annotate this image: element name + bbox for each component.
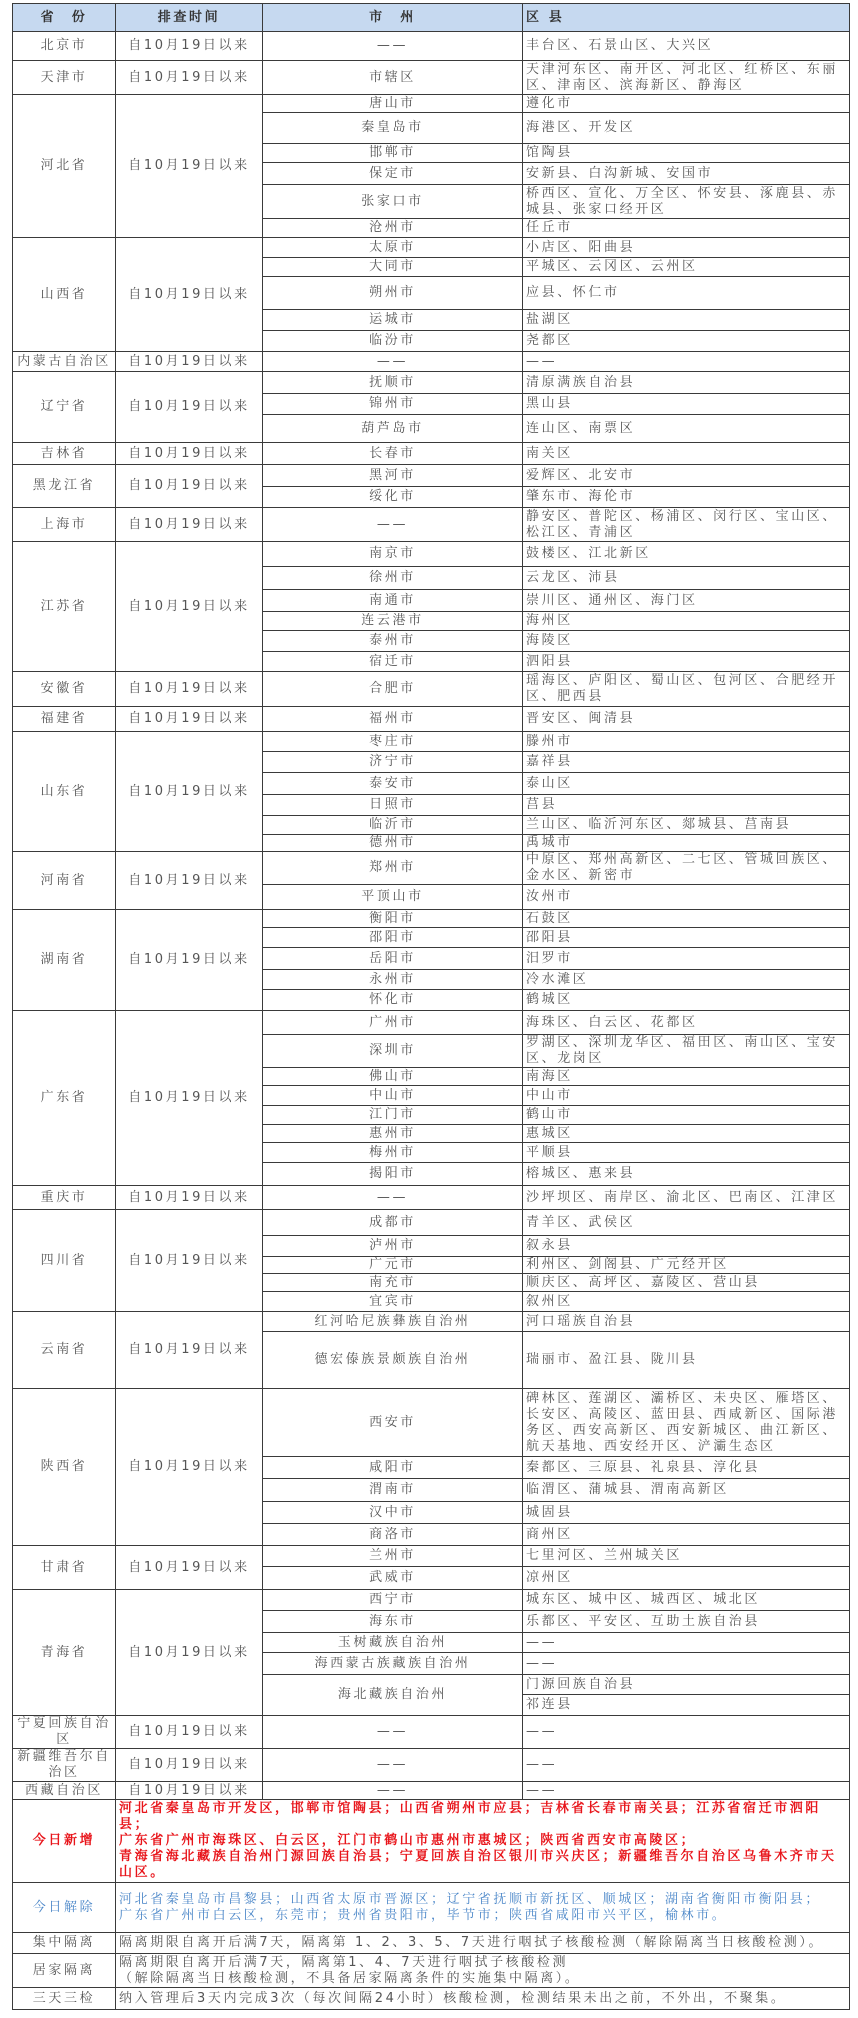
city-cell: 邯郸市 <box>263 144 523 163</box>
district-cell: 丰台区、石景山区、大兴区 <box>523 32 850 61</box>
note-row <box>13 1800 850 1883</box>
table-row <box>13 61 850 95</box>
note-label: 集中隔离 <box>13 1933 116 1954</box>
city-cell: 深圳市 <box>263 1035 523 1068</box>
city-cell: 咸阳市 <box>263 1457 523 1479</box>
district-cell: 邵阳县 <box>523 928 850 948</box>
city-cell: 西安市 <box>263 1389 523 1457</box>
note-line: 河北省秦皇岛市开发区，邯郸市馆陶县；山西省朔州市应县；吉林省长春市南关县；江苏省宿迁市泗阳县； <box>119 1801 822 1832</box>
city-cell: 太原市 <box>263 238 523 258</box>
city-cell: 梅州市 <box>263 1143 523 1163</box>
note-line: 纳入管理后3天内完成3次（每次间隔24小时）核酸检测，检测结果未出之前，不外出，不聚集。 <box>119 1990 787 2006</box>
district-cell: 中山市 <box>523 1086 850 1106</box>
city-cell: 济宁市 <box>263 752 523 773</box>
province-cell: 北京市 <box>13 32 116 61</box>
city-cell: —— <box>263 508 523 542</box>
district-cell: 冷水滩区 <box>523 970 850 990</box>
city-cell: 绥化市 <box>263 487 523 508</box>
note-label: 今日解除 <box>13 1883 116 1933</box>
header-city: 市 州 <box>263 4 523 32</box>
city-cell: 宿迁市 <box>263 652 523 672</box>
city-cell: 市辖区 <box>263 61 523 95</box>
district-cell: 晋安区、闽清县 <box>523 707 850 732</box>
table-row <box>13 1011 850 1035</box>
city-cell: 长春市 <box>263 443 523 465</box>
district-cell: 惠城区 <box>523 1125 850 1143</box>
province-cell: 安徽省 <box>13 672 116 707</box>
district-cell: 肇东市、海伦市 <box>523 487 850 508</box>
city-cell: 商洛市 <box>263 1524 523 1546</box>
city-cell: 西宁市 <box>263 1590 523 1611</box>
city-cell: 岳阳市 <box>263 948 523 970</box>
table-row <box>13 352 850 372</box>
time-cell: 自10月19日以来 <box>116 1716 263 1749</box>
district-cell: 云龙区、沛县 <box>523 567 850 590</box>
province-cell: 云南省 <box>13 1312 116 1389</box>
city-cell: 南通市 <box>263 590 523 612</box>
district-cell: 黑山县 <box>523 394 850 415</box>
city-cell: 大同市 <box>263 258 523 277</box>
province-cell: 江苏省 <box>13 542 116 672</box>
time-cell: 自10月19日以来 <box>116 542 263 672</box>
province-cell: 西藏自治区 <box>13 1782 116 1800</box>
note-row <box>13 1954 850 1988</box>
district-cell: 莒县 <box>523 795 850 816</box>
city-cell: 兰州市 <box>263 1546 523 1567</box>
city-cell: 沧州市 <box>263 219 523 238</box>
time-cell: 自10月19日以来 <box>116 352 263 372</box>
header-time: 排查时间 <box>116 4 263 32</box>
province-cell: 四川省 <box>13 1210 116 1312</box>
district-cell: 盐湖区 <box>523 310 850 331</box>
district-cell: 遵化市 <box>523 95 850 113</box>
district-cell: 沙坪坝区、南岸区、渝北区、巴南区、江津区 <box>523 1186 850 1210</box>
district-cell: 叙永县 <box>523 1236 850 1257</box>
table-row <box>13 1590 850 1611</box>
city-cell: 抚顺市 <box>263 372 523 394</box>
city-cell: 渭南市 <box>263 1479 523 1502</box>
city-cell: 德宏傣族景颇族自治州 <box>263 1332 523 1389</box>
table-row <box>13 732 850 752</box>
note-line: 河北省秦皇岛市昌黎县；山西省太原市晋源区；辽宁省抚顺市新抚区、顺城区；湖南省衡阳市衡阳县； <box>119 1891 822 1907</box>
district-cell: 嘉祥县 <box>523 752 850 773</box>
time-cell: 自10月19日以来 <box>116 61 263 95</box>
time-cell: 自10月19日以来 <box>116 672 263 707</box>
province-cell: 福建省 <box>13 707 116 732</box>
city-cell: 中山市 <box>263 1086 523 1106</box>
time-cell: 自10月19日以来 <box>116 1210 263 1312</box>
district-cell: 兰山区、临沂河东区、郯城县、莒南县 <box>523 816 850 835</box>
city-cell: 泸州市 <box>263 1236 523 1257</box>
district-cell: 静安区、普陀区、杨浦区、闵行区、宝山区、松江区、青浦区 <box>523 508 850 542</box>
province-cell: 新疆维吾尔自治区 <box>13 1749 116 1782</box>
city-cell: 临汾市 <box>263 331 523 352</box>
city-cell: 玉树藏族自治州 <box>263 1633 523 1653</box>
city-cell: 惠州市 <box>263 1125 523 1143</box>
district-cell: 门源回族自治县 <box>523 1675 850 1695</box>
district-cell: 青羊区、武侯区 <box>523 1210 850 1236</box>
district-cell: 南关区 <box>523 443 850 465</box>
district-cell: 鹤城区 <box>523 990 850 1011</box>
city-cell: 日照市 <box>263 795 523 816</box>
table-row <box>13 372 850 394</box>
city-cell: 黑河市 <box>263 465 523 487</box>
province-cell: 重庆市 <box>13 1186 116 1210</box>
district-cell: —— <box>523 1633 850 1653</box>
city-cell: —— <box>263 1749 523 1782</box>
table-row <box>13 1389 850 1457</box>
district-cell: 海陵区 <box>523 631 850 652</box>
district-cell: 天津河东区、南开区、河北区、红桥区、东丽区、津南区、滨海新区、静海区 <box>523 61 850 95</box>
city-cell: 江门市 <box>263 1106 523 1125</box>
district-cell: 海港区、开发区 <box>523 113 850 144</box>
district-cell: 祁连县 <box>523 1695 850 1716</box>
city-cell: 邵阳市 <box>263 928 523 948</box>
city-cell: 德州市 <box>263 835 523 852</box>
time-cell: 自10月19日以来 <box>116 1389 263 1546</box>
province-cell: 上海市 <box>13 508 116 542</box>
province-cell: 河南省 <box>13 852 116 910</box>
note-row <box>13 1933 850 1954</box>
district-cell: 海珠区、白云区、花都区 <box>523 1011 850 1035</box>
district-cell: 商州区 <box>523 1524 850 1546</box>
city-cell: 衡阳市 <box>263 910 523 928</box>
district-cell: —— <box>523 1749 850 1782</box>
district-cell: 瑶海区、庐阳区、蜀山区、包河区、合肥经开区、肥西县 <box>523 672 850 707</box>
city-cell: 南京市 <box>263 542 523 567</box>
note-text <box>116 1883 850 1933</box>
city-cell: 海北藏族自治州 <box>263 1675 523 1716</box>
district-cell: 桥西区、宣化、万全区、怀安县、涿鹿县、赤城县、张家口经开区 <box>523 185 850 219</box>
district-cell: 凉州区 <box>523 1567 850 1590</box>
table-row <box>13 508 850 542</box>
city-cell: 枣庄市 <box>263 732 523 752</box>
table-row <box>13 1749 850 1782</box>
table-row <box>13 1186 850 1210</box>
province-cell: 山西省 <box>13 238 116 352</box>
province-cell: 广东省 <box>13 1011 116 1186</box>
district-cell: 汝州市 <box>523 885 850 910</box>
table-row <box>13 32 850 61</box>
district-cell: 利州区、剑阁县、广元经开区 <box>523 1257 850 1274</box>
time-cell: 自10月19日以来 <box>116 852 263 910</box>
province-cell: 青海省 <box>13 1590 116 1716</box>
city-cell: 海东市 <box>263 1611 523 1633</box>
city-cell: 运城市 <box>263 310 523 331</box>
province-cell: 甘肃省 <box>13 1546 116 1590</box>
district-cell: —— <box>523 352 850 372</box>
district-cell: 汨罗市 <box>523 948 850 970</box>
district-cell: 爱辉区、北安市 <box>523 465 850 487</box>
city-cell: 广元市 <box>263 1257 523 1274</box>
time-cell: 自10月19日以来 <box>116 707 263 732</box>
city-cell: 张家口市 <box>263 185 523 219</box>
note-text <box>116 1988 850 2010</box>
table-row <box>13 910 850 928</box>
city-cell: —— <box>263 1782 523 1800</box>
district-cell: 清原满族自治县 <box>523 372 850 394</box>
header-district: 区 县 <box>523 4 850 32</box>
district-cell: —— <box>523 1653 850 1675</box>
district-cell: 尧都区 <box>523 331 850 352</box>
district-cell: 叙州区 <box>523 1292 850 1312</box>
table-row <box>13 672 850 707</box>
district-cell: 平城区、云冈区、云州区 <box>523 258 850 277</box>
district-cell: 城固县 <box>523 1502 850 1524</box>
city-cell: 汉中市 <box>263 1502 523 1524</box>
note-line: 青海省海北藏族自治州门源回族自治县；宁夏回族自治区银川市兴庆区；新疆维吾尔自治区乌鲁木齐市天山区。 <box>119 1849 837 1880</box>
district-cell: —— <box>523 1716 850 1749</box>
note-line: 隔离期限自离开后满7天，隔离第 1、2、3、5、7天进行咽拭子核酸检测（解除隔离当日核酸检测）。 <box>119 1935 825 1950</box>
city-cell: 平顶山市 <box>263 885 523 910</box>
table-row <box>13 1716 850 1749</box>
note-text <box>116 1800 850 1883</box>
district-cell: 崇川区、通州区、海门区 <box>523 590 850 612</box>
city-cell: 南充市 <box>263 1274 523 1292</box>
time-cell: 自10月19日以来 <box>116 95 263 238</box>
table-row <box>13 465 850 487</box>
city-cell: —— <box>263 1716 523 1749</box>
district-cell: 鹤山市 <box>523 1106 850 1125</box>
city-cell: 保定市 <box>263 163 523 185</box>
city-cell: 合肥市 <box>263 672 523 707</box>
table-row <box>13 1782 850 1800</box>
table-row <box>13 238 850 258</box>
province-cell: 陕西省 <box>13 1389 116 1546</box>
city-cell: 唐山市 <box>263 95 523 113</box>
province-cell: 黑龙江省 <box>13 465 116 508</box>
city-cell: 葫芦岛市 <box>263 415 523 443</box>
table-body <box>13 32 850 2010</box>
city-cell: 红河哈尼族彝族自治州 <box>263 1312 523 1332</box>
district-cell: 泗阳县 <box>523 652 850 672</box>
table-row <box>13 1546 850 1567</box>
district-cell: 乐都区、平安区、互助土族自治县 <box>523 1611 850 1633</box>
city-cell: 连云港市 <box>263 612 523 631</box>
district-cell: 瑞丽市、盈江县、陇川县 <box>523 1332 850 1389</box>
time-cell: 自10月19日以来 <box>116 465 263 508</box>
district-cell: 禹城市 <box>523 835 850 852</box>
table-row <box>13 1210 850 1236</box>
province-cell: 河北省 <box>13 95 116 238</box>
province-cell: 内蒙古自治区 <box>13 352 116 372</box>
note-line: （解除隔离当日核酸检测，不具备居家隔离条件的实施集中隔离）。 <box>119 1970 581 1986</box>
province-cell: 辽宁省 <box>13 372 116 443</box>
district-cell: 七里河区、兰州城关区 <box>523 1546 850 1567</box>
district-cell: —— <box>523 1782 850 1800</box>
district-cell: 临渭区、蒲城县、渭南高新区 <box>523 1479 850 1502</box>
note-label: 三天三检 <box>13 1988 116 2010</box>
province-cell: 湖南省 <box>13 910 116 1011</box>
district-cell: 南海区 <box>523 1068 850 1086</box>
note-text <box>116 1954 850 1988</box>
time-cell: 自10月19日以来 <box>116 732 263 852</box>
city-cell: 秦皇岛市 <box>263 113 523 144</box>
district-cell: 连山区、南票区 <box>523 415 850 443</box>
time-cell: 自10月19日以来 <box>116 1749 263 1782</box>
city-cell: 佛山市 <box>263 1068 523 1086</box>
city-cell: 揭阳市 <box>263 1163 523 1186</box>
city-cell: 锦州市 <box>263 394 523 415</box>
district-cell: 石鼓区 <box>523 910 850 928</box>
table-header-row <box>13 4 850 32</box>
note-label: 居家隔离 <box>13 1954 116 1988</box>
district-cell: 榕城区、惠来县 <box>523 1163 850 1186</box>
note-row <box>13 1988 850 2010</box>
district-cell: 平顺县 <box>523 1143 850 1163</box>
city-cell: 朔州市 <box>263 277 523 310</box>
header-province: 省 份 <box>13 4 116 32</box>
time-cell: 自10月19日以来 <box>116 1782 263 1800</box>
table-row <box>13 707 850 732</box>
district-cell: 滕州市 <box>523 732 850 752</box>
note-text <box>116 1933 850 1954</box>
city-cell: 武威市 <box>263 1567 523 1590</box>
district-cell: 鼓楼区、江北新区 <box>523 542 850 567</box>
time-cell: 自10月19日以来 <box>116 1546 263 1590</box>
time-cell: 自10月19日以来 <box>116 1186 263 1210</box>
district-cell: 顺庆区、高坪区、嘉陵区、营山县 <box>523 1274 850 1292</box>
city-cell: 徐州市 <box>263 567 523 590</box>
table-row <box>13 443 850 465</box>
district-cell: 秦都区、三原县、礼泉县、淳化县 <box>523 1457 850 1479</box>
district-cell: 应县、怀仁市 <box>523 277 850 310</box>
note-line: 广东省广州市白云区，东莞市；贵州省贵阳市，毕节市；陕西省咸阳市兴平区，榆林市。 <box>119 1907 728 1923</box>
district-cell: 中原区、郑州高新区、二七区、管城回族区、金水区、新密市 <box>523 852 850 885</box>
district-cell: 罗湖区、深圳龙华区、福田区、南山区、宝安区、龙岗区 <box>523 1035 850 1068</box>
risk-area-table <box>12 3 850 2010</box>
district-cell: 海州区 <box>523 612 850 631</box>
district-cell: 碑林区、莲湖区、灞桥区、未央区、雁塔区、长安区、高陵区、蓝田县、西咸新区、国际港务区、西安高新区、西安新城区、曲江新区、航天基地、西安经开区、浐灞生态区 <box>523 1389 850 1457</box>
province-cell: 吉林省 <box>13 443 116 465</box>
time-cell: 自10月19日以来 <box>116 238 263 352</box>
district-cell: 城东区、城中区、城西区、城北区 <box>523 1590 850 1611</box>
city-cell: 怀化市 <box>263 990 523 1011</box>
city-cell: 泰安市 <box>263 773 523 795</box>
time-cell: 自10月19日以来 <box>116 372 263 443</box>
time-cell: 自10月19日以来 <box>116 1312 263 1389</box>
table-row <box>13 852 850 885</box>
district-cell: 馆陶县 <box>523 144 850 163</box>
time-cell: 自10月19日以来 <box>116 443 263 465</box>
province-cell: 山东省 <box>13 732 116 852</box>
note-line: 广东省广州市海珠区、白云区，江门市鹤山市惠州市惠城区；陕西省西安市高陵区； <box>119 1833 697 1848</box>
district-cell: 河口瑶族自治县 <box>523 1312 850 1332</box>
time-cell: 自10月19日以来 <box>116 910 263 1011</box>
district-cell: 任丘市 <box>523 219 850 238</box>
table-row <box>13 95 850 113</box>
city-cell: 成都市 <box>263 1210 523 1236</box>
city-cell: 福州市 <box>263 707 523 732</box>
city-cell: 临沂市 <box>263 816 523 835</box>
province-cell: 宁夏回族自治区 <box>13 1716 116 1749</box>
city-cell: —— <box>263 32 523 61</box>
city-cell: 海西蒙古族藏族自治州 <box>263 1653 523 1675</box>
time-cell: 自10月19日以来 <box>116 1011 263 1186</box>
city-cell: 宜宾市 <box>263 1292 523 1312</box>
note-row <box>13 1883 850 1933</box>
table-row <box>13 1312 850 1332</box>
time-cell: 自10月19日以来 <box>116 508 263 542</box>
district-cell: 泰山区 <box>523 773 850 795</box>
time-cell: 自10月19日以来 <box>116 32 263 61</box>
city-cell: —— <box>263 352 523 372</box>
time-cell: 自10月19日以来 <box>116 1590 263 1716</box>
district-cell: 安新县、白沟新城、安国市 <box>523 163 850 185</box>
city-cell: 广州市 <box>263 1011 523 1035</box>
note-line: 隔离期限自离开后满7天，隔离第1、4、7天进行咽拭子核酸检测 <box>119 1954 569 1970</box>
city-cell: 泰州市 <box>263 631 523 652</box>
district-cell: 小店区、阳曲县 <box>523 238 850 258</box>
city-cell: 郑州市 <box>263 852 523 885</box>
city-cell: 永州市 <box>263 970 523 990</box>
province-cell: 天津市 <box>13 61 116 95</box>
table-row <box>13 542 850 567</box>
city-cell: —— <box>263 1186 523 1210</box>
note-label: 今日新增 <box>13 1800 116 1883</box>
